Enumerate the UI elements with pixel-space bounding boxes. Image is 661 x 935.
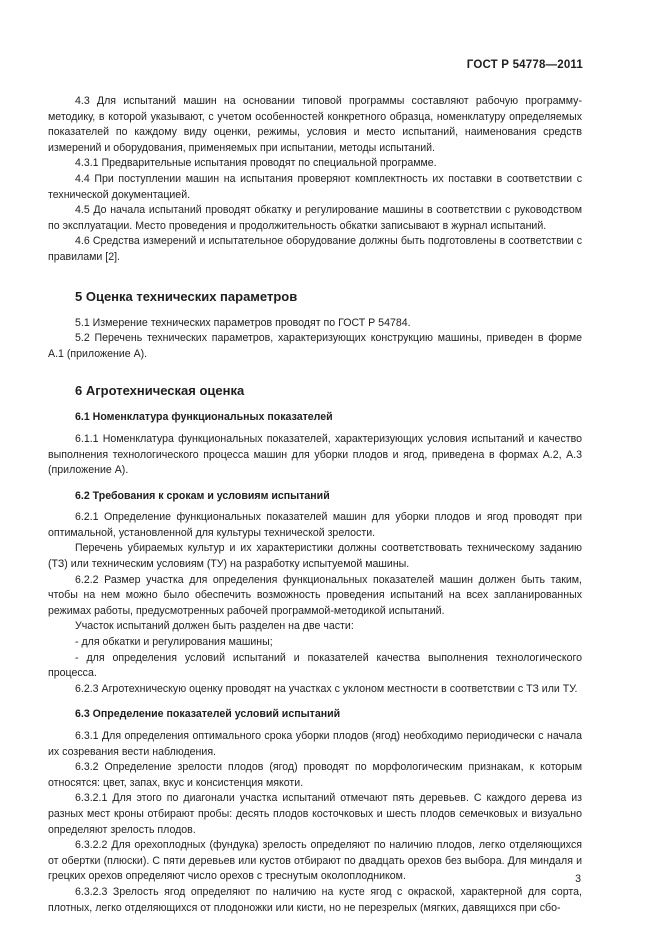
paragraph-4-3: 4.3 Для испытаний машин на основании типовой программы составляют рабочую программу-методику, в которой указывают, с учетом особенностей конкретного образца, номенклатуру определяемых показателей по каждому виду оценки, режимы, условия и место испытаний, наименования средств измерений и оборудования, применяемых при испытании, методы испытаний. [48, 95, 582, 154]
paragraph-5-1: 5.1 Измерение технических параметров проводят по ГОСТ Р 54784. [75, 316, 411, 329]
paragraph-4-5: 4.5 До начала испытаний проводят обкатку и регулирование машины в соответствии с руководством по эксплуатации. Место проведения и продолжительность обкатки записывают в журнал испытаний. [48, 204, 582, 232]
paragraph-6-1-1: 6.1.1 Номенклатура функциональных показателей, характеризующих условия испытаний и качество выполнения технологического процесса машин для уборки плодов и ягод, приведена в формах А.2, А.3 (приложение А). [48, 432, 582, 477]
list-item-conditions: - для определения условий испытаний и показателей качества выполнения технологического процесса. [48, 651, 582, 680]
section-heading-6: 6 Агротехническая оценка [75, 383, 245, 399]
paragraph-6-3-2-3: 6.3.2.3 Зрелость ягод определяют по наличию на кусте ягод с окраской, характерной для сорта, плотных, легко отделяющихся от плодоножки или кисти, но не перезрелых (мягких, давящихся при сбо- [48, 885, 582, 914]
paragraph-5-2: 5.2 Перечень технических параметров, характеризующих конструкцию машины, приведен в форме А.1 (приложение А). [48, 332, 582, 360]
paragraph-6-3-2: 6.3.2 Определение зрелости плодов (ягод) проводят по морфологическим признакам, к которым относятся: цвет, запах, вкус и консистенция мякоти. [48, 761, 582, 789]
standard-header: ГОСТ Р 54778—2011 [466, 59, 583, 71]
subsection-heading-6-2: 6.2 Требования к срокам и условиям испытаний [75, 489, 330, 502]
paragraph-4-3-1: 4.3.1 Предварительные испытания проводят по специальной программе. [75, 157, 437, 170]
section-heading-5: 5 Оценка технических параметров [75, 288, 298, 304]
paragraph-6-2-3: 6.2.3 Агротехническую оценку проводят на участках с уклоном местности в соответствии с ТЗ или ТУ. [75, 682, 578, 695]
paragraph-6-2-2: 6.2.2 Размер участка для определения функциональных показателей машин должен быть таким, чтобы на нем можно было обеспечить возможность проведения испытаний на всех запланированных режимах работы, предусмотренных рабочей программой-методикой испытаний. [48, 573, 582, 617]
paragraph-4-4: 4.4 При поступлении машин на испытания проверяют комплектность их поставки в соответствии с технической документацией. [48, 172, 582, 201]
paragraph-4-6: 4.6 Средства измерений и испытательное оборудование должны быть подготовлены в соответствии с правилами [2]. [48, 235, 582, 263]
list-item-run-in: - для обкатки и регулирования машины; [75, 636, 273, 649]
paragraph-6-2-1-cont: Перечень убираемых культур и их характеристики должны соответствовать техническому заданию (ТЗ) или техническим условиям (ТУ) на разработку испытуемой машины. [48, 542, 582, 571]
subsection-heading-6-1: 6.1 Номенклатура функциональных показателей [75, 411, 333, 424]
paragraph-6-3-1: 6.3.1 Для определения оптимального срока уборки плодов (ягод) необходимо периодически с начала их созревания вести наблюдения. [48, 730, 582, 758]
page-number: 3 [575, 873, 581, 885]
paragraph-6-3-2-1: 6.3.2.1 Для этого по диагонали участка испытаний отмечают пять деревьев. С каждого дерева из разных мест кроны отбирают пробы: десять плодов косточковых и шесть плодов семечковых и визуально определяют зрелость плодов. [48, 792, 582, 836]
paragraph-6-3-2-2: 6.3.2.2 Для орехоплодных (фундука) зрелость определяют по наличию плодов, легко отделяющихся от обертки (плюски). С пяти деревьев или кустов отбирают по двадцать орехов без выбора. Для миндаля и грецких орехов определяют число орехов с треснутым околоплодником. [48, 839, 582, 883]
paragraph-6-2-2-cont: Участок испытаний должен быть разделен на две части: [75, 620, 354, 633]
subsection-heading-6-3: 6.3 Определение показателей условий испытаний [75, 708, 341, 721]
paragraph-6-2-1: 6.2.1 Определение функциональных показателей машин для уборки плодов и ягод проводят при оптимальной, установленной для культуры технической зрелости. [48, 511, 582, 539]
document-body [48, 94, 582, 916]
